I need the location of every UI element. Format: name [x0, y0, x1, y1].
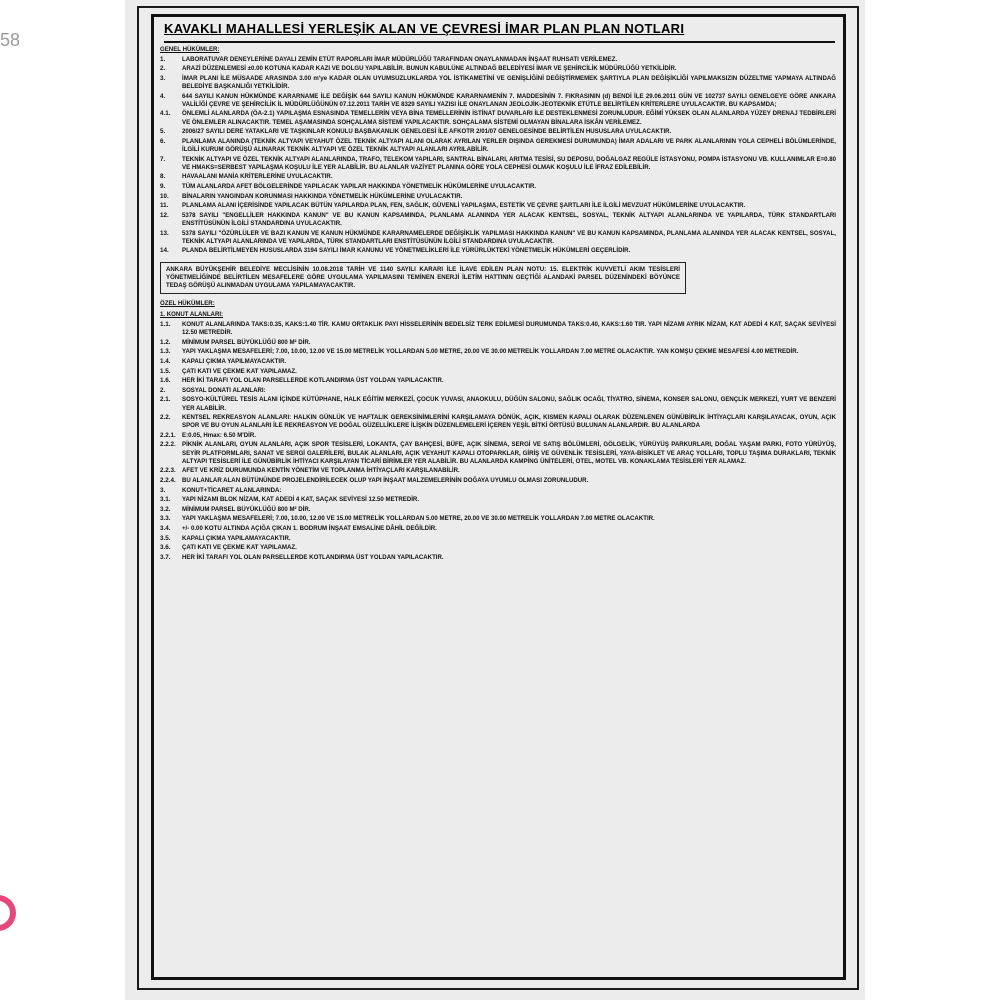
- note-number: 3.7.: [160, 553, 171, 561]
- note-text: BİNALARIN YANGINDAN KORUNMASI HAKKINDA YÖNETMELİK HÜKÜMLERİNE UYULACAKTIR.: [182, 192, 463, 200]
- note-number: 2.: [160, 65, 166, 73]
- note-number: 11.: [160, 202, 169, 210]
- note-text: AFET VE KRİZ DURUMUNDA KENTİN YÖNETİM VE TOPLANMA İHTİYAÇLARI KARŞILANABİLİR.: [182, 467, 460, 475]
- note-text: 5378 SAYILI "ENGELLİLER HAKKINDA KANUN" VE BU KANUN KAPSAMINDA, PLANLAMA ALANINDA YER ALACAK KENTSEL, SOSYAL, TEKNİK ALTYAPI ALANLARINDA VE YAPILARDA, TÜRK STANDARTLARI ENSTİTÜSÜNÜN İLGİLİ STANDARDINA UYULACAKTIR.: [182, 211, 836, 227]
- note-text: KAPALI ÇIKMA YAPILAMAYACAKTIR.: [182, 534, 291, 542]
- note-number: 2.: [160, 386, 166, 394]
- note-text: KONUT+TİCARET ALANLARINDA:: [182, 486, 282, 494]
- notes-body: [160, 43, 836, 562]
- note-item: [160, 487, 836, 495]
- note-item: [160, 156, 836, 172]
- note-item: [160, 377, 836, 385]
- note-item: [160, 173, 836, 181]
- note-number: 13.: [160, 229, 169, 237]
- note-item: [160, 75, 836, 91]
- note-text: PLANLAMA ALANINDA (TEKNİK ALTYAPI VEYAHUT ÖZEL TEKNİK ALTYAPI ALANI OLARAK AYRILAN YERLER DIŞINDA GEREKMESİ DURUMUNDA) İMAR ADALARI VE PARK ALANLARININ YOLA CEPHELİ BÖLÜMLERİNDE, İLGİLİ KURUM GÖRÜŞÜ ALINARAK TEKNİK ALTYAPI VE ÖZEL TEKNİK ALTYAPI ALANLARI AYRILABİLİR.: [182, 137, 836, 153]
- note-item: [160, 93, 836, 109]
- note-number: 3.2.: [160, 505, 171, 513]
- note-text: 644 SAYILI KANUN HÜKMÜNDE KARARNAME İLE DEĞİŞİK 644 SAYILI KANUN HÜKMÜNDE KARARNAMENİN 7. MADDESİNİN 7. FIKRASININ (d) BENDİ İLE 29.06.2011 GÜN VE 102737 SAYILI GENELGEYE GÖRE ANKARA VALİLİĞİ ÇEVRE VE ŞEHİRCİLİK İL MÜDÜRLÜĞÜNÜN 07.12.2011 TARİH VE 8329 SAYILI YAZISI İLE ONAYLANAN JEOLOJİK-JEOTEKNİK ETÜTLE BELİRTİLEN KRİTERLERE UYULACAKTIR. BU KAPSAMDA;: [182, 92, 836, 108]
- note-text: PLANDA BELİRTİLMEYEN HUSUSLARDA 3194 SAYILI İMAR KANUNU VE YÖNETMELİKLERİ İLE YÜRÜRLÜKTEKİ YÖNETMELİK HÜKÜMLERİ GEÇERLİDİR.: [182, 247, 631, 255]
- note-item: [160, 396, 836, 412]
- note-item: [160, 202, 836, 210]
- note-item: [160, 183, 836, 191]
- note-item: [160, 467, 836, 475]
- note-item: [160, 321, 836, 337]
- note-item: [160, 441, 836, 466]
- note-number: 1.3.: [160, 348, 171, 356]
- note-number: 6.: [160, 137, 166, 145]
- note-item: [160, 525, 836, 533]
- note-text: ÇATI KATI VE ÇEKME KAT YAPILAMAZ.: [182, 367, 297, 375]
- note-text: MİNİMUM PARSEL BÜYÜKLÜĞÜ 800 M² DİR.: [182, 505, 311, 513]
- note-item: [160, 515, 836, 523]
- note-text: SOSYAL DONATI ALANLARI:: [182, 386, 266, 394]
- document-title: KAVAKLI MAHALLESİ YERLEŞİK ALAN VE ÇEVRESİ İMAR PLAN PLAN NOTLARI: [164, 21, 835, 43]
- note-text: KAPALI ÇIKMA YAPILMAYACAKTIR.: [182, 357, 287, 365]
- note-number: 1.6.: [160, 377, 171, 385]
- special-heading: ÖZEL HÜKÜMLER:: [160, 300, 215, 308]
- special-notes-list: [160, 321, 836, 562]
- note-text: ÇATI KATI VE ÇEKME KAT YAPILAMAZ.: [182, 544, 297, 552]
- note-text: E:0.05, Hmax: 6.50 M'DİR.: [182, 431, 256, 439]
- note-item: [160, 432, 836, 440]
- note-item: [160, 56, 836, 64]
- note-item: [160, 339, 836, 347]
- note-text: YAPI YAKLAŞMA MESAFELERİ; 7.00, 10.00, 12.00 VE 15.00 METRELİK YOLLARDAN 5.00 METRE, 20.00 VE 30.00 METRELİK YOLLARDAN 7.00 METRE OLACAKTIR. YAN KOMŞU ÇEKME MESAFESİ 4.00 METREDİR.: [182, 348, 799, 356]
- note-text: SOSYO-KÜLTÜREL TESİS ALANI İÇİNDE KÜTÜPHANE, HALK EĞİTİM MERKEZİ, ÇOCUK YUVASI, ANAOKULU, DÜĞÜN SALONU, SAĞLIK OCAĞI, TİYATRO, SİNEMA, KONSER SALONU, GENÇLİK MERKEZİ, YURT VE BENZERİ YER ALABİLİR.: [182, 396, 836, 412]
- note-item: [160, 358, 836, 366]
- note-number: 3.: [160, 486, 166, 494]
- note-text: ARAZİ DÜZENLEMESİ ±0.00 KOTUNA KADAR KAZI VE DOLGU YAPILABİLİR. BUNUN KABULÜNE ALTINDAĞ BELEDİYESİ İMAR VE ŞEHİRCİLİK MÜDÜRLÜĞÜ YETKİLİDİR.: [182, 65, 677, 73]
- note-item: [160, 554, 836, 562]
- general-heading: GENEL HÜKÜMLER:: [160, 46, 220, 53]
- note-item: [160, 414, 836, 430]
- note-number: 2.2.1.: [160, 431, 176, 439]
- note-number: 3.: [160, 74, 166, 82]
- note-number: 1.: [160, 55, 166, 63]
- note-item: [160, 138, 836, 154]
- note-number: 1.1.: [160, 320, 171, 328]
- note-text: ÖNLEMLİ ALANLARDA (ÖA-2.1) YAPILAŞMA ESNASINDA TEMELLERİN VEYA BİNA TEMELLERİNİN İSTİNAT DUVARLARI İLE DESTEKLENMESİ ZORUNLUDUR. EĞİMİ YÜKSEK OLAN ALANLARDA YÜZEY DRENAJ TEDBİRLERİ VE ÖNLEMLER ALINACAKTIR. TEMEL AŞAMASINDA SOHÇALAMA SİSTEMİ YAPILACAKTIR. SOHÇALAMA SİSTEMİ OLMAYAN BİNALARA İSKÂN VERİLEMEZ.: [182, 110, 836, 126]
- plan-notes-panel: [151, 14, 846, 980]
- note-text: KENTSEL REKREASYON ALANLARI: HALKIN GÜNLÜK VE HAFTALIK GEREKSİNİMLERİNİ KARŞILAMAYA DÖNÜK, AÇIK, KISMEN KAPALI OLARAK DÜZENLENEN GÜNÜBİRLİK İHTİYAÇLARI KARŞILAYACAK, OYUN, AÇIK SPOR VE BU OYUN ALANLARI İLE REKREASYON VE DOĞAL GÜZELLİKLERE İLİŞKİN DÜZENLEMELERİ İÇEREN YEŞİL BİTKİ ÖRTÜSÜ BULUNAN ALANLARDIR. BU ALANLARDA: [182, 414, 836, 430]
- note-text: HER İKİ TARAFI YOL OLAN PARSELLERDE KOTLANDIRMA ÜST YOLDAN YAPILACAKTIR.: [182, 553, 444, 561]
- note-item: [160, 544, 836, 552]
- note-number: 2.2.4.: [160, 477, 176, 485]
- note-number: 4.: [160, 92, 166, 100]
- note-item: [160, 496, 836, 504]
- note-text: YAPI NİZAMI BLOK NİZAM, KAT ADEDİ 4 KAT, SAÇAK SEVİYESİ 12.50 METREDİR.: [182, 496, 420, 504]
- note-number: 3.1.: [160, 496, 171, 504]
- note-number: 2.2.2.: [160, 441, 176, 449]
- note-item: [160, 348, 836, 356]
- note-text: TEKNİK ALTYAPI VE ÖZEL TEKNİK ALTYAPI ALANLARINDA, TRAFO, TELEKOM YAPILARI, SANTRAL BİNALARI, ARITMA TESİSİ, SU DEPOSU, DOĞALGAZ REGÜLE İSTASYONU, POMPA İSTASYONU VB. KULLANIMLAR E=0.80 VE HMAKS=SERBEST YAPILAŞMA KOŞULU İLE YER ALABİLİR. BU ALANLAR VAZİYET PLANINA GÖRE YOLA CEPHESİ OLMAK KOŞULU İLE İFRAZ EDİLEBİLİR.: [182, 155, 836, 171]
- boxed-council-note: ANKARA BÜYÜKŞEHİR BELEDİYE MECLİSİNİN 10.08.2018 TARİH VE 1140 SAYILI KARARI İLE İLAVE EDİLEN PLAN NOTU: 15. ELEKTRİK KUVVETLİ AKIM TESİSLERİ YÖNETMELİĞİNDE BELİRTİLEN MESAFELERE GÖRE UYGULAMA YAPILMASINI TEMİNEN ENERJİ İLETİM HATTININ GEÇTİĞİ ALANDAKİ PARSEL DÜZENİNDEKİ BÖYÜNCE TEDAŞ GÖRÜŞÜ ALINMADAN UYGULAMA YAPILAMAYACAKTIR.: [160, 262, 686, 295]
- note-number: 4.1.: [160, 110, 171, 118]
- note-number: 1.5.: [160, 367, 171, 375]
- side-logo-fragment: [0, 895, 16, 931]
- note-item: [160, 128, 836, 136]
- special-subheading: 1. KONUT ALANLARI:: [160, 311, 224, 319]
- note-item: [160, 247, 836, 255]
- note-item: [160, 65, 836, 73]
- note-item: [160, 477, 836, 485]
- note-text: PLANLAMA ALANI İÇERİSİNDE YAPILACAK BÜTÜN YAPILARDA PLAN, FEN, SAĞLIK, GÜVENLİ YAPILAŞMA, ESTETİK VE ÇEVRE ŞARTLARI İLE İLGİLİ MEVZUAT HÜKÜMLERİNE UYULACAKTIR.: [182, 202, 746, 210]
- note-number: 14.: [160, 247, 169, 255]
- note-number: 5.: [160, 128, 166, 136]
- note-number: 3.4.: [160, 525, 171, 533]
- note-item: [160, 230, 836, 246]
- note-number: 1.2.: [160, 338, 171, 346]
- note-number: 1.4.: [160, 357, 171, 365]
- note-text: TÜM ALANLARDA AFET BÖLGELERİNDE YAPILACAK YAPILAR HAKKINDA YÖNETMELİK HÜKÜMLERİNE UYULACAKTIR.: [182, 182, 537, 190]
- note-text: LABORATUVAR DENEYLERİNE DAYALI ZEMİN ETÜT RAPORLARI İMAR MÜDÜRLÜĞÜ TARAFINDAN ONAYLANMADAN İNŞAAT RUHSATI VERİLEMEZ.: [182, 55, 618, 63]
- note-text: +/- 0.00 KOTU ALTINDA AÇIĞA ÇIKAN 1. BODRUM İNŞAAT EMSALİNE DÂHİL DEĞİLDİR.: [182, 525, 437, 533]
- note-number: 3.3.: [160, 515, 171, 523]
- note-number: 12.: [160, 211, 169, 219]
- note-text: YAPI YAKLAŞMA MESAFELERİ; 7.00, 10.00, 12.00 VE 15.00 METRELİK YOLLARDAN 5.00 METRE, 20.00 VE 30.00 METRELİK YOLLARDAN 7.00 METRE OLACAKTIR.: [182, 515, 655, 523]
- note-item: [160, 212, 836, 228]
- note-text: 5378 SAYILI "ÖZÜRLÜLER VE BAZI KANUN VE KANUN HÜKMÜNDE KARARNAMELERDE DEĞİŞİKLİK YAPILMASI HAKKINDA KANUN" VE BU KANUN KAPSAMINDA, PLANLAMA ALANINDA YER ALACAK KENTSEL, SOSYAL, TEKNİK ALTYAPI ALANLARINDA VE YAPILARDA, TÜRK STANDARTLARI ENSTİTÜSÜNÜN İLGİLİ STANDARDINA UYULACAKTIR.: [182, 229, 836, 245]
- note-item: [160, 193, 836, 201]
- note-text: KONUT ALANLARINDA TAKS:0.35, KAKS:1.40 TİR. KAMU ORTAKLIK PAYI HİSSELERİNİN BEDELSİZ TERK EDİLMESİ DURUMUNDA TAKS:0.40, KAKS:1.60 TIR. YAPI NİZAMI AYRIK NİZAM, KAT ADEDİ 4 KAT, SAÇAK SEVİYESİ 12.50 METREDİR.: [182, 320, 836, 337]
- note-number: 3.5.: [160, 534, 171, 542]
- note-item: [160, 506, 836, 514]
- note-number: 3.6.: [160, 544, 171, 552]
- side-page-number: 58: [0, 30, 21, 50]
- note-number: 2.2.3.: [160, 467, 176, 475]
- note-text: HER İKİ TARAFI YOL OLAN PARSELLERDE KOTLANDIRMA ÜST YOLDAN YAPILACAKTIR.: [182, 377, 444, 385]
- note-number: 2.1.: [160, 396, 171, 404]
- general-notes-list: [160, 56, 836, 256]
- note-text: 2006/27 SAYILI DERE YATAKLARI VE TAŞKINLAR KONULU BAŞBAKANLIK GENELGESİ İLE AFKOTR 2/01/07 GENELGESİNDE BELİRTİLEN HUSUSLARA UYULACAKTIR.: [182, 128, 672, 136]
- note-text: BU ALANLAR ALAN BÜTÜNÜNDE PROJELENDİRİLECEK OLUP YAPI İNŞAAT MALZEMELERİNİN DOĞAYA UYUMLU OLMASI ZORUNLUDUR.: [182, 477, 589, 485]
- note-number: 9.: [160, 182, 166, 190]
- note-text: İMAR PLANI İLE MÜSAADE ARASINDA 3.00 m'ye KADAR OLAN UYUMSUZLUKLARDA YOL İSTİKAMETİNİ VE GENİŞLİĞİNİ DEĞİŞTİRMEMEK ŞARTIYLA PLAN DEĞİŞİKLİĞİ YAPILMAKSIZIN DÜZELTME YAPMAYA ALTINDAĞ BELEDİYE BAŞKANLIĞI YETKİLİDİR.: [182, 74, 836, 90]
- note-text: PİKNİK ALANLARI, OYUN ALANLARI, AÇIK SPOR TESİSLERİ, LOKANTA, ÇAY BAHÇESİ, BÜFE, AÇIK SİNEMA, SERGİ VE SATIŞ BÖLÜMLERİ, GÖLGELİK, YÜRÜYÜŞ PARKURLARI, DOĞAL YAŞAM PARKI, FOTO YÜRÜYÜŞ, SEYİR PLATFORMLARI, SANAT VE SERGİ GALERİLERİ, BULAK ALANLARI, AÇIK VEYAHUT KAPALI OTOPARKLAR, GİRİŞ VE GÜVENLİK TESİSLERİ, YAYA-BİSİKLET VE ARAÇ YOLLARI, TOPLU TAŞIMA DURAKLARI, TEKNİK ALTYAPI TESİSLERİ İLE GÜNÜBİRLİK İHTİYACI KARŞILAYAN TİCARİ BİRİMLER YER ALABİLİR. BU ALANLARDA KAMPİNG ÜNİTELERİ, OTEL, MOTEL VB. KONAKLAMA TESİSLERİ YER ALAMAZ.: [182, 441, 836, 465]
- note-item: [160, 110, 836, 126]
- note-item: [160, 368, 836, 376]
- note-number: 8.: [160, 173, 166, 181]
- note-item: [160, 387, 836, 395]
- note-item: [160, 535, 836, 543]
- note-number: 2.2.: [160, 414, 171, 422]
- note-number: 10.: [160, 192, 169, 200]
- note-text: MİNİMUM PARSEL BÜYÜKLÜĞÜ 800 M² DİR.: [182, 338, 311, 346]
- note-number: 7.: [160, 155, 166, 163]
- note-text: HAVAALANI MANİA KRİTERLERİNE UYULACAKTIR.: [182, 173, 333, 181]
